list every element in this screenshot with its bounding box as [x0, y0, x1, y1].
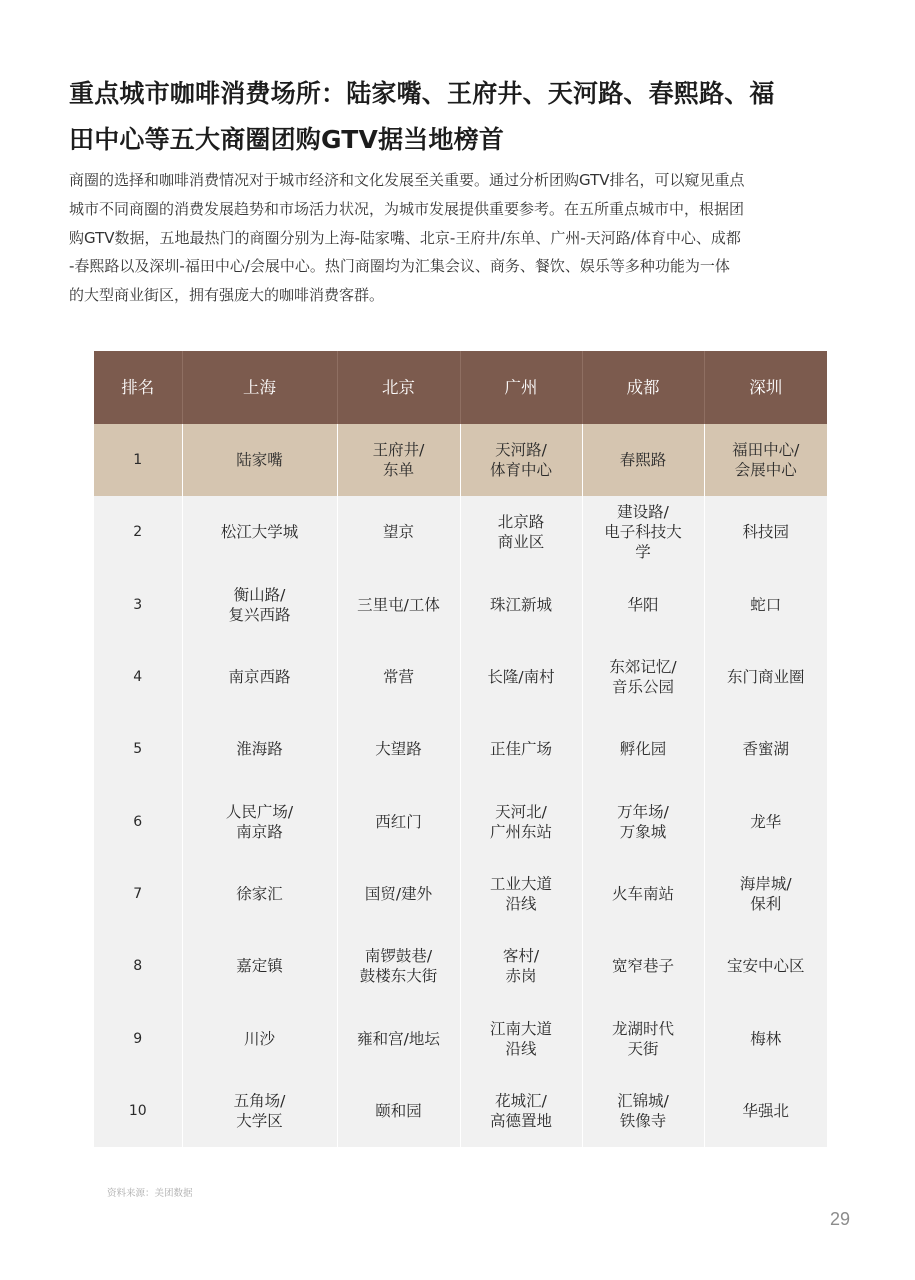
intro-line: -春熙路以及深圳-福田中心/会展中心。热门商圈均为汇集会议、商务、餐饮、娱乐等多种功能为一体 [69, 257, 730, 276]
district-cell: 龙湖时代 天街 [582, 1002, 704, 1074]
title-line: 重点城市咖啡消费场所：陆家嘴、王府井、天河路、春熙路、福 [69, 78, 775, 108]
table-row [94, 1002, 827, 1074]
district-cell: 汇锦城/ 铁像寺 [582, 1075, 704, 1147]
district-cell: 梅林 [704, 1002, 827, 1074]
district-cell: 工业大道 沿线 [460, 858, 582, 930]
district-cell: 人民广场/ 南京路 [182, 785, 337, 857]
district-cell: 蛇口 [704, 569, 827, 641]
rank-cell: 8 [94, 930, 182, 1002]
district-cell: 孵化园 [582, 713, 704, 785]
district-cell: 嘉定镇 [182, 930, 337, 1002]
intro-paragraph [69, 166, 839, 310]
district-cell: 火车南站 [582, 858, 704, 930]
district-cell: 三里屯/工体 [337, 569, 460, 641]
header-city: 成都 [582, 351, 704, 424]
rank-cell: 9 [94, 1002, 182, 1074]
header-city: 上海 [182, 351, 337, 424]
rank-cell: 3 [94, 569, 182, 641]
district-cell: 淮海路 [182, 713, 337, 785]
district-cell: 建设路/ 电子科技大 学 [582, 496, 704, 568]
intro-line: 城市不同商圈的消费发展趋势和市场活力状况，为城市发展提供重要参考。在五所重点城市中，根据团 [69, 199, 745, 218]
district-cell: 五角场/ 大学区 [182, 1075, 337, 1147]
page-number: 29 [830, 1209, 851, 1229]
district-cell: 花城汇/ 高德置地 [460, 1075, 582, 1147]
data-source-note: 资料来源：美团数据 [107, 1188, 193, 1199]
district-cell: 福田中心/ 会展中心 [704, 424, 827, 496]
rank-cell: 10 [94, 1075, 182, 1147]
district-cell: 大望路 [337, 713, 460, 785]
table-row [94, 785, 827, 857]
district-cell: 西红门 [337, 785, 460, 857]
header-row [94, 351, 827, 424]
district-cell: 川沙 [182, 1002, 337, 1074]
table-row [94, 424, 827, 496]
rank-cell: 4 [94, 641, 182, 713]
table-row [94, 713, 827, 785]
district-cell: 衡山路/ 复兴西路 [182, 569, 337, 641]
intro-line: 的大型商业街区，拥有强庞大的咖啡消费客群。 [69, 286, 385, 305]
district-cell: 华阳 [582, 569, 704, 641]
district-cell: 珠江新城 [460, 569, 582, 641]
title-line: 田中心等五大商圈团购GTV据当地榜首 [69, 124, 505, 154]
district-cell: 东郊记忆/ 音乐公园 [582, 641, 704, 713]
header-city: 广州 [460, 351, 582, 424]
district-cell: 国贸/建外 [337, 858, 460, 930]
rank-cell: 5 [94, 713, 182, 785]
table-row [94, 569, 827, 641]
rank-cell: 7 [94, 858, 182, 930]
district-cell: 海岸城/ 保利 [704, 858, 827, 930]
intro-line: 商圈的选择和咖啡消费情况对于城市经济和文化发展至关重要。通过分析团购GTV排名，可以窥见重点 [69, 171, 745, 189]
district-cell: 华强北 [704, 1075, 827, 1147]
district-cell: 松江大学城 [182, 496, 337, 568]
table-body [94, 424, 827, 1147]
district-cell: 徐家汇 [182, 858, 337, 930]
table-header [94, 351, 827, 424]
district-cell: 春熙路 [582, 424, 704, 496]
district-cell: 陆家嘴 [182, 424, 337, 496]
district-cell: 雍和宫/地坛 [337, 1002, 460, 1074]
table-row [94, 641, 827, 713]
district-cell: 龙华 [704, 785, 827, 857]
district-cell: 颐和园 [337, 1075, 460, 1147]
intro-line: 购GTV数据，五地最热门的商圈分别为上海-陆家嘴、北京-王府井/东单、广州-天河路/体育中心、成都 [69, 228, 741, 247]
header-city: 深圳 [704, 351, 827, 424]
table-row [94, 496, 827, 568]
district-cell: 南京西路 [182, 641, 337, 713]
district-cell: 正佳广场 [460, 713, 582, 785]
district-cell: 客村/ 赤岗 [460, 930, 582, 1002]
district-cell: 香蜜湖 [704, 713, 827, 785]
table-row [94, 858, 827, 930]
rank-cell: 6 [94, 785, 182, 857]
district-cell: 王府井/ 东单 [337, 424, 460, 496]
district-cell: 长隆/南村 [460, 641, 582, 713]
district-cell: 天河路/ 体育中心 [460, 424, 582, 496]
header-rank: 排名 [94, 351, 182, 424]
district-cell: 万年场/ 万象城 [582, 785, 704, 857]
district-cell: 宽窄巷子 [582, 930, 704, 1002]
district-cell: 江南大道 沿线 [460, 1002, 582, 1074]
rank-cell: 1 [94, 424, 182, 496]
district-cell: 东门商业圈 [704, 641, 827, 713]
rank-cell: 2 [94, 496, 182, 568]
table-row [94, 1075, 827, 1147]
district-cell: 北京路 商业区 [460, 496, 582, 568]
business-district-ranking-table [94, 351, 827, 1147]
district-cell: 宝安中心区 [704, 930, 827, 1002]
district-cell: 科技园 [704, 496, 827, 568]
district-cell: 天河北/ 广州东站 [460, 785, 582, 857]
page-title [69, 71, 849, 163]
table-row [94, 930, 827, 1002]
district-cell: 望京 [337, 496, 460, 568]
district-cell: 南锣鼓巷/ 鼓楼东大街 [337, 930, 460, 1002]
header-city: 北京 [337, 351, 460, 424]
district-cell: 常营 [337, 641, 460, 713]
